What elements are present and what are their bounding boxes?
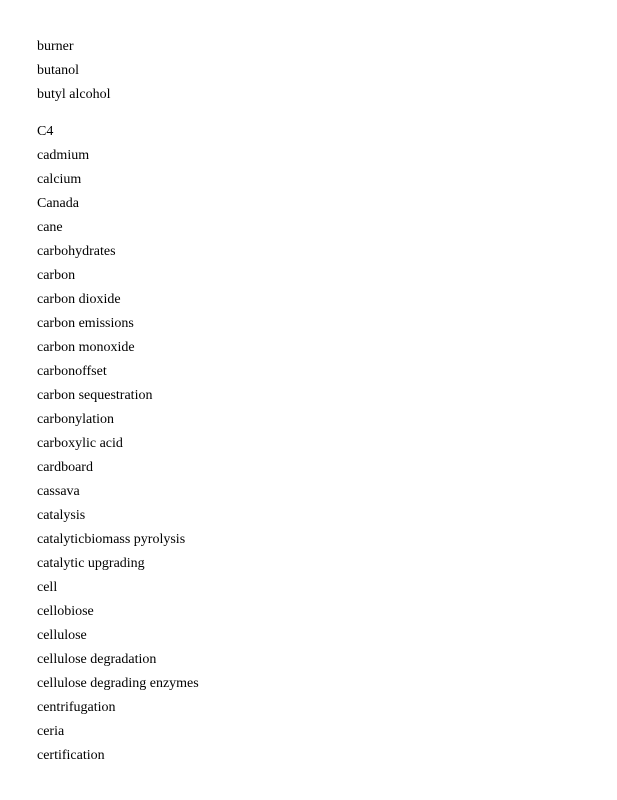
index-term: C4	[37, 124, 54, 139]
index-term: carbon monoxide	[37, 340, 135, 355]
index-term: carbon	[37, 268, 76, 283]
index-term: cardboard	[37, 460, 93, 475]
index-term: certification	[37, 748, 105, 763]
index-term: cane	[37, 220, 63, 235]
index-term: butanol	[37, 63, 79, 78]
index-term: catalyticbiomass pyrolysis	[37, 532, 186, 547]
index-group-b	[37, 35, 597, 107]
index-term: carbonylation	[37, 412, 114, 427]
index-term: butyl alcohol	[37, 87, 111, 102]
index-term: cell	[37, 580, 58, 595]
index-term: carbon sequestration	[37, 388, 153, 403]
index-term: cellobiose	[37, 604, 94, 619]
index-term: cellulose	[37, 628, 87, 643]
index-term: carbonoffset	[37, 364, 107, 379]
index-term: centrifugation	[37, 700, 116, 715]
index-term: cadmium	[37, 148, 90, 163]
index-group-c	[37, 120, 597, 768]
index-term: ceria	[37, 724, 65, 739]
index-term: catalytic upgrading	[37, 556, 145, 571]
index-term: cassava	[37, 484, 80, 499]
index-term: carbon emissions	[37, 316, 134, 331]
index-term: cellulose degrading enzymes	[37, 676, 199, 691]
index-term: carbon dioxide	[37, 292, 121, 307]
index-term: Canada	[37, 196, 79, 211]
index-term: carboxylic acid	[37, 436, 123, 451]
index-term: catalysis	[37, 508, 86, 523]
index-term: burner	[37, 39, 74, 54]
index-page	[37, 35, 597, 768]
index-term: calcium	[37, 172, 82, 187]
index-term: cellulose degradation	[37, 652, 157, 667]
index-term: carbohydrates	[37, 244, 116, 259]
